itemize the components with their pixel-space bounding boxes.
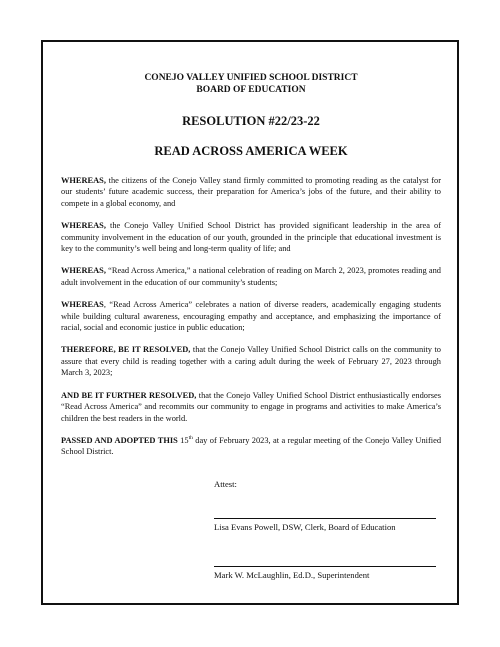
resolution-document bbox=[61, 72, 441, 469]
resolution-number: RESOLUTION #22/23-22 bbox=[182, 114, 320, 128]
resolved-paragraph bbox=[61, 344, 441, 378]
ordinal-suffix: th bbox=[188, 435, 193, 442]
adoption-day: 15 bbox=[177, 435, 189, 445]
resolution-title: READ ACROSS AMERICA WEEK bbox=[154, 144, 348, 158]
whereas-paragraph-1 bbox=[61, 175, 441, 209]
paragraph-text: that the Conejo Valley Unified School District enthusiastically endorses “Read Across America” and recommits our community to engage in programs and activities to make America’s children the best readers in the world. bbox=[61, 390, 441, 423]
paragraph-lead: PASSED AND ADOPTED THIS bbox=[61, 435, 178, 445]
paragraph-lead: AND BE IT FURTHER RESOLVED, bbox=[61, 390, 197, 400]
further-resolved-paragraph bbox=[61, 390, 441, 424]
paragraph-lead: WHEREAS, bbox=[61, 266, 106, 276]
board-name: BOARD OF EDUCATION bbox=[196, 85, 306, 95]
passed-adopted-paragraph bbox=[61, 435, 441, 458]
whereas-paragraph-2 bbox=[61, 220, 441, 254]
paragraph-text: , “Read Across America” celebrates a nation of diverse readers, academically engaging students while building cultural awareness, encouraging empathy and acceptance, and emphasizing the importance of racial, social and economic justice in public education; bbox=[61, 300, 441, 333]
paragraph-text: day of February 2023, at a regular meeting of the Conejo Valley Unified School District. bbox=[61, 435, 442, 457]
paragraph-lead: WHEREAS, bbox=[61, 221, 106, 231]
clerk-signature-name: Lisa Evans Powell, DSW, Clerk, Board of Education bbox=[214, 522, 396, 532]
signature-line-clerk bbox=[214, 518, 436, 519]
paragraph-text: that the Conejo Valley Unified School District calls on the community to assure that every child is reading together with a caring adult during the week of February 27, 2023 through March 3, 2023; bbox=[61, 345, 441, 378]
paragraph-text: “Read Across America,” a national celebration of reading on March 2, 2023, promotes reading and adult involvement in the education of our community’s students; bbox=[61, 266, 441, 287]
paragraph-lead: THEREFORE, BE IT RESOLVED, bbox=[61, 345, 191, 355]
paragraph-lead: WHEREAS bbox=[61, 300, 104, 310]
district-name: CONEJO VALLEY UNIFIED SCHOOL DISTRICT bbox=[144, 73, 358, 83]
signature-line-superintendent bbox=[214, 566, 436, 567]
whereas-paragraph-3 bbox=[61, 265, 441, 288]
resolution-body bbox=[61, 175, 441, 458]
attest-label: Attest: bbox=[214, 479, 237, 489]
whereas-paragraph-4 bbox=[61, 299, 441, 333]
paragraph-lead: WHEREAS, bbox=[61, 176, 106, 185]
paragraph-text: the citizens of the Conejo Valley stand firmly committed to promoting reading as the catalyst for our students’ future academic success, their preparation for America’s jobs of the future, and their ability to compete in a global economy, and bbox=[61, 176, 441, 208]
paragraph-text: the Conejo Valley Unified School District has provided significant leadership in the area of community involvement in the education of our youth, grounded in the principle that educational investment is key to the community’s well being and long-term quality of life; and bbox=[61, 221, 441, 254]
superintendent-signature-name: Mark W. McLaughlin, Ed.D., Superintendent bbox=[214, 570, 370, 580]
